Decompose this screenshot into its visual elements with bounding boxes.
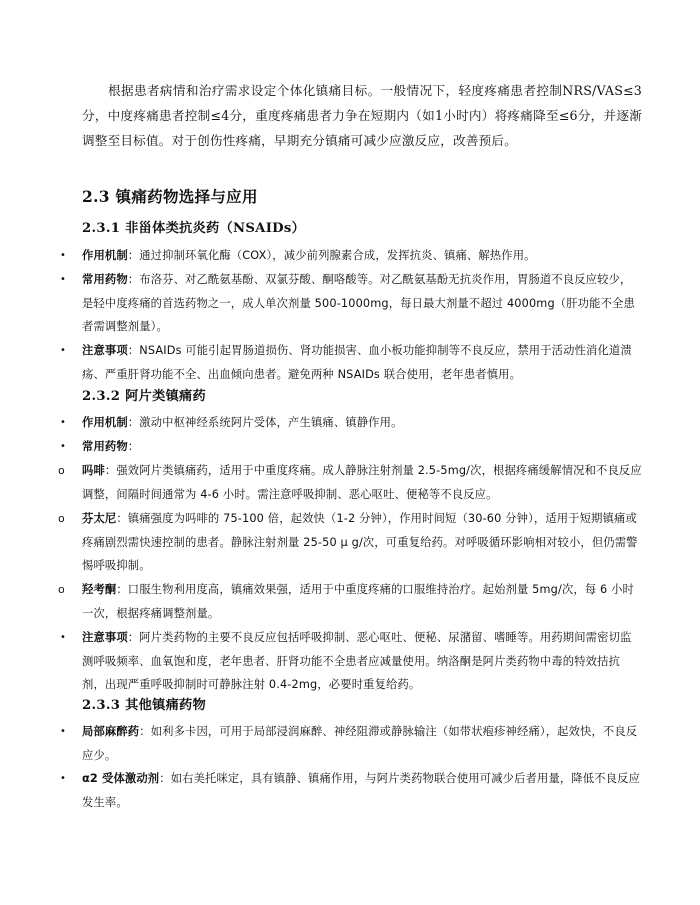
bullet-icon: • [60,773,66,784]
subsection-others-heading: 2.3.3 其他镇痛药物 [82,698,207,713]
item-label: 羟考酮 [82,583,117,596]
morphine-item [82,459,642,506]
item-label: 作用机制 [82,416,128,429]
item-label: 芬太尼 [82,512,117,525]
section-title: 2.3 镇痛药物选择与应用 [82,187,258,206]
item-text: ：如利多卡因，可用于局部浸润麻醉、神经阻滞或静脉输注（如带状疱疹神经痛），起效快，不良反应少。 [82,725,638,762]
opioids-caution-item [82,626,642,697]
opioids-drugs-item [82,435,642,459]
item-label: 吗啡 [82,464,105,477]
item-label: 常用药物 [82,440,128,453]
nsaids-drugs-item [82,268,642,339]
item-text: ：NSAIDs 可能引起胃肠道损伤、肾功能损害、血小板功能抑制等不良反应，禁用于活动性消化道溃疡、严重肝肾功能不全、出血倾向患者。避免两种 NSAIDs 联合使用，老年患者慎用。 [82,344,632,381]
alpha2-agonist-item [82,767,642,814]
oxycodone-item [82,578,642,625]
bullet-icon: • [60,726,66,737]
item-text: ：如右美托咪定，具有镇静、镇痛作用，与阿片类药物联合使用可减少后者用量，降低不良反应发生率。 [82,772,641,809]
bullet-icon: • [60,632,66,643]
item-text: ：通过抑制环氧化酶（COX），减少前列腺素合成，发挥抗炎、镇痛、解热作用。 [127,249,536,262]
item-label: 常用药物 [82,273,128,286]
opioids-mechanism-item [82,411,642,435]
item-label: 局部麻醉药 [82,725,140,738]
sub-bullet-icon: o [58,512,65,525]
bullet-icon: • [60,345,66,356]
item-label: 作用机制 [82,249,128,262]
item-text: ：口服生物利用度高，镇痛效果强，适用于中重度疼痛的口服维持治疗。起始剂量 5mg/次，每 6 小时一次，根据疼痛调整剂量。 [82,583,634,620]
item-text: ：激动中枢神经系统阿片受体，产生镇痛、镇静作用。 [127,416,403,429]
bullet-icon: • [60,274,66,285]
item-text: ：镇痛强度为吗啡的 75-100 倍，起效快（1-2 分钟），作用时间短（30-60 分钟），适用于短期镇痛或疼痛剧烈需快速控制的患者。静脉注射剂量 25-50 μ g/次，可重复给药。对呼吸循环影响相对较小，但仍需警惕呼吸抑制。 [82,512,638,572]
bullet-icon: • [60,441,66,452]
bullet-icon: • [60,250,66,261]
item-text: ：布洛芬、对乙酰氨基酚、双氯芬酸、酮咯酸等。对乙酰氨基酚无抗炎作用，胃肠道不良反应较少，是轻中度疼痛的首选药物之一，成人单次剂量 500-1000mg，每日最大剂量不超过 4000mg（肝功能不全患者需调整剂量）。 [82,273,635,333]
subsection-nsaids-heading: 2.3.1 非甾体类抗炎药（NSAIDs） [82,221,306,236]
item-label: 注意事项 [82,631,128,644]
nsaids-caution-item [82,339,642,386]
sub-bullet-icon: o [58,464,65,477]
item-text: ： [127,440,140,453]
subsection-opioids-heading: 2.3.2 阿片类镇痛药 [82,389,207,404]
item-label: α2 受体激动剂 [82,772,160,785]
item-text: ：强效阿片类镇痛药，适用于中重度疼痛。成人静脉注射剂量 2.5-5mg/次，根据疼痛缓解情况和不良反应调整，间隔时间通常为 4-6 小时。需注意呼吸抑制、恶心呕吐、便秘等不良反应。 [82,464,642,501]
local-anesthetic-item [82,720,642,767]
sub-bullet-icon: o [58,583,65,596]
item-text: ：阿片类药物的主要不良反应包括呼吸抑制、恶心呕吐、便秘、尿潴留、嗜睡等。用药期间需密切监测呼吸频率、血氧饱和度，老年患者、肝肾功能不全患者应减量使用。纳洛酮是阿片类药物中毒的特效拮抗剂，出现严重呼吸抑制时可静脉注射 0.4-2mg，必要时重复给药。 [82,631,632,691]
bullet-icon: • [60,417,66,428]
fentanyl-item [82,507,642,578]
item-label: 注意事项 [82,344,128,357]
nsaids-mechanism-item [82,244,642,268]
intro-paragraph: 根据患者病情和治疗需求设定个体化镇痛目标。一般情况下，轻度疼痛患者控制NRS/VAS≤3分，中度疼痛患者控制≤4分，重度疼痛患者力争在短期内（如1小时内）将疼痛降至≤6分，并逐渐调整至目标值。对于创伤性疼痛，早期充分镇痛可减少应激反应，改善预后。 [82,83,642,148]
